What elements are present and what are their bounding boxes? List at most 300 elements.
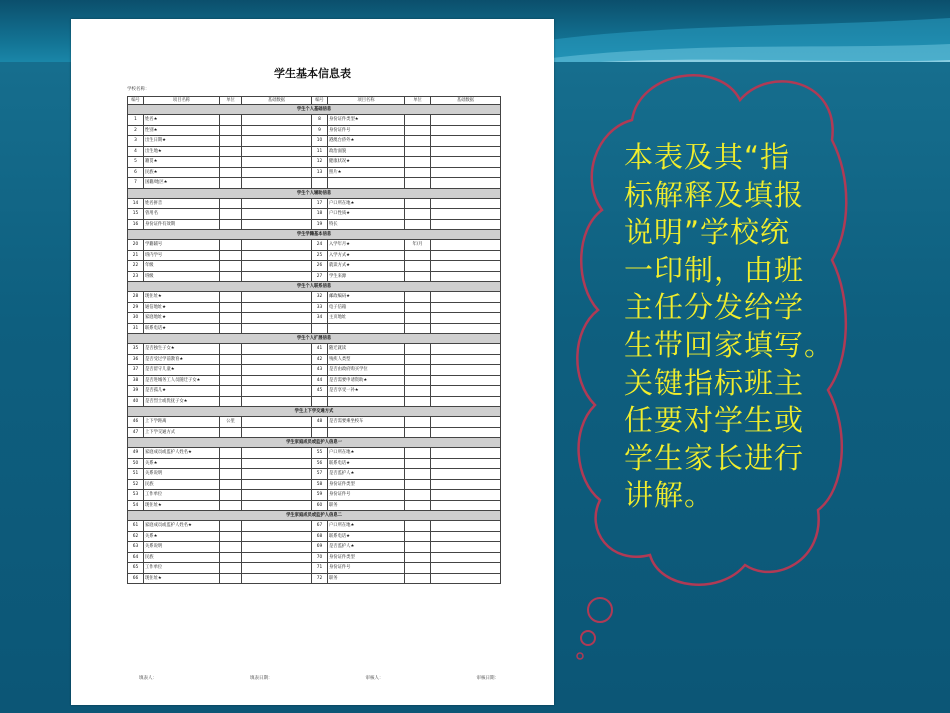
- table-row: [128, 209, 501, 220]
- item-name: 职务: [328, 573, 405, 584]
- table-header-cell: 项目名称: [328, 97, 405, 105]
- item-number: 9: [312, 125, 328, 136]
- item-name: 户口性质★: [328, 209, 405, 220]
- item-unit: [405, 146, 431, 157]
- item-value[interactable]: [242, 250, 312, 261]
- form-title: 学生基本信息表: [274, 67, 351, 80]
- item-number: [312, 178, 328, 189]
- item-name: 家庭成员或监护人姓名★: [144, 521, 220, 532]
- item-number: 57: [312, 469, 328, 480]
- item-number: 1: [128, 115, 144, 126]
- item-unit: [405, 386, 431, 397]
- item-name: 邮政编码★: [328, 292, 405, 303]
- table-header-cell: 基础数据: [431, 97, 501, 105]
- item-unit: [405, 375, 431, 386]
- table-row: [128, 427, 501, 438]
- item-name: 关系★: [144, 458, 220, 469]
- item-number: 16: [128, 219, 144, 230]
- item-value[interactable]: [431, 458, 501, 469]
- item-number: 53: [128, 490, 144, 501]
- table-row: [128, 386, 501, 397]
- item-number: 21: [128, 250, 144, 261]
- cloud-callout-text: 本表及其“指 标解释及填报 说明”学校统 一印制，由班 主任分发给学 生带回家填写。 关键指标班主 任要对学生或 学生家长进行 讲解。: [624, 140, 835, 513]
- item-unit: [220, 323, 242, 334]
- item-value[interactable]: [242, 209, 312, 220]
- item-unit: [220, 219, 242, 230]
- section-title: 学生上下学交通方式: [128, 407, 501, 417]
- item-value[interactable]: [431, 250, 501, 261]
- item-name: 国籍/地区★: [144, 178, 220, 189]
- item-number: 5: [128, 157, 144, 168]
- item-value[interactable]: [242, 323, 312, 334]
- item-number: 27: [312, 271, 328, 282]
- item-value[interactable]: [431, 521, 501, 532]
- item-value[interactable]: [431, 136, 501, 147]
- item-name: 学籍辅号: [144, 240, 220, 251]
- item-name: 身份证件有效期: [144, 219, 220, 230]
- table-row: [128, 396, 501, 407]
- item-value[interactable]: [242, 167, 312, 178]
- item-number: 24: [312, 240, 328, 251]
- table-section-header: [128, 334, 501, 344]
- table-row: [128, 521, 501, 532]
- school-name-label: 学校名称：: [127, 87, 150, 92]
- item-number: 68: [312, 531, 328, 542]
- item-unit: [405, 323, 431, 334]
- item-name: 学生来源: [328, 271, 405, 282]
- table-row: [128, 292, 501, 303]
- item-unit: [405, 365, 431, 376]
- item-name: 关系说明: [144, 542, 220, 553]
- table-row: [128, 198, 501, 209]
- table-row: [128, 167, 501, 178]
- item-name: 是否享受一补★: [328, 386, 405, 397]
- item-number: 66: [128, 573, 144, 584]
- item-name: 现住址★: [144, 292, 220, 303]
- item-unit: [220, 250, 242, 261]
- table-row: [128, 146, 501, 157]
- item-unit: [405, 479, 431, 490]
- item-number: 52: [128, 479, 144, 490]
- table-row: [128, 261, 501, 272]
- table-row: [128, 375, 501, 386]
- item-value[interactable]: [242, 354, 312, 365]
- item-number: 72: [312, 573, 328, 584]
- item-name: 工作单位: [144, 490, 220, 501]
- form-document: [71, 19, 554, 705]
- table-row: [128, 500, 501, 511]
- item-unit: [220, 521, 242, 532]
- table-row: [128, 115, 501, 126]
- item-unit: [220, 209, 242, 220]
- item-value[interactable]: [242, 292, 312, 303]
- item-number: 31: [128, 323, 144, 334]
- item-number: [312, 323, 328, 334]
- item-name: 姓名★: [144, 115, 220, 126]
- item-value[interactable]: [431, 167, 501, 178]
- item-unit: [220, 542, 242, 553]
- item-name: 政治面貌: [328, 146, 405, 157]
- item-value[interactable]: [242, 271, 312, 282]
- item-value[interactable]: [431, 563, 501, 574]
- item-value[interactable]: [431, 209, 501, 220]
- table-row: [128, 354, 501, 365]
- table-row: [128, 323, 501, 334]
- item-number: 3: [128, 136, 144, 147]
- item-value[interactable]: [242, 500, 312, 511]
- item-name: 性别★: [144, 125, 220, 136]
- item-value[interactable]: [431, 240, 501, 251]
- item-number: 71: [312, 563, 328, 574]
- item-unit: [405, 250, 431, 261]
- item-name: 随迁就读: [328, 344, 405, 355]
- item-unit: [220, 386, 242, 397]
- table-row: [128, 178, 501, 189]
- item-value[interactable]: [431, 219, 501, 230]
- item-unit: [220, 500, 242, 511]
- item-name: 是否由政府购买学位: [328, 365, 405, 376]
- item-value[interactable]: [242, 261, 312, 272]
- item-value[interactable]: [242, 479, 312, 490]
- item-value[interactable]: [431, 396, 501, 407]
- item-number: 13: [312, 167, 328, 178]
- student-info-table: [127, 96, 501, 584]
- item-value[interactable]: [242, 469, 312, 480]
- item-name: 就读方式★: [328, 261, 405, 272]
- item-unit: [220, 271, 242, 282]
- item-unit: [220, 292, 242, 303]
- item-value[interactable]: [431, 344, 501, 355]
- item-name: 是否需要乘坐校车: [328, 417, 405, 428]
- table-header-cell: 编号: [128, 97, 144, 105]
- item-number: 14: [128, 198, 144, 209]
- section-title: 学生个人辅助信息: [128, 188, 501, 198]
- table-section-header: [128, 105, 501, 115]
- item-number: 26: [312, 261, 328, 272]
- item-name: 姓名拼音: [144, 198, 220, 209]
- item-value[interactable]: [431, 542, 501, 553]
- item-unit: [220, 448, 242, 459]
- table-row: [128, 313, 501, 324]
- item-number: 46: [128, 417, 144, 428]
- item-number: 54: [128, 500, 144, 511]
- item-unit: [220, 552, 242, 563]
- item-name: 户口所在地★: [328, 521, 405, 532]
- item-unit: [405, 448, 431, 459]
- item-number: 49: [128, 448, 144, 459]
- item-unit: [405, 136, 431, 147]
- item-value[interactable]: [431, 115, 501, 126]
- item-number: 12: [312, 157, 328, 168]
- table-row: [128, 302, 501, 313]
- table-row: [128, 250, 501, 261]
- item-value[interactable]: [431, 302, 501, 313]
- item-number: 19: [312, 219, 328, 230]
- item-value[interactable]: [242, 198, 312, 209]
- item-name: 工作单位: [144, 563, 220, 574]
- item-value[interactable]: [242, 365, 312, 376]
- item-value[interactable]: [242, 417, 312, 428]
- item-value[interactable]: [431, 146, 501, 157]
- item-name: 身份证件类型: [328, 479, 405, 490]
- item-number: 2: [128, 125, 144, 136]
- item-unit: [405, 125, 431, 136]
- item-value[interactable]: [242, 302, 312, 313]
- item-unit: [405, 469, 431, 480]
- item-value[interactable]: [431, 448, 501, 459]
- item-unit: [220, 479, 242, 490]
- item-unit: [220, 427, 242, 438]
- item-value[interactable]: [242, 542, 312, 553]
- item-value[interactable]: [242, 490, 312, 501]
- item-unit: [220, 146, 242, 157]
- item-value[interactable]: [431, 479, 501, 490]
- item-name: 家庭地址★: [144, 313, 220, 324]
- item-unit: [220, 344, 242, 355]
- item-unit: [405, 261, 431, 272]
- item-name: 关系说明: [144, 469, 220, 480]
- section-title: 学生家庭成员或监护人信息一: [128, 438, 501, 448]
- item-unit: [220, 115, 242, 126]
- item-value[interactable]: [242, 396, 312, 407]
- item-number: 51: [128, 469, 144, 480]
- item-name: 身份证件号: [328, 563, 405, 574]
- item-unit: 年/月: [405, 240, 431, 251]
- item-unit: [405, 178, 431, 189]
- item-number: 70: [312, 552, 328, 563]
- item-unit: [405, 157, 431, 168]
- table-row: [128, 490, 501, 501]
- item-unit: [220, 157, 242, 168]
- item-value[interactable]: [431, 573, 501, 584]
- item-name: 出生日期★: [144, 136, 220, 147]
- item-number: 42: [312, 354, 328, 365]
- item-number: 35: [128, 344, 144, 355]
- item-number: [312, 396, 328, 407]
- item-value[interactable]: [431, 354, 501, 365]
- item-number: 6: [128, 167, 144, 178]
- footer-field-label: 审核日期：: [476, 676, 499, 681]
- item-number: 8: [312, 115, 328, 126]
- item-unit: [220, 563, 242, 574]
- table-row: [128, 563, 501, 574]
- item-unit: [220, 531, 242, 542]
- item-value[interactable]: [431, 313, 501, 324]
- item-value[interactable]: [242, 552, 312, 563]
- item-name: 是否监护人★: [328, 469, 405, 480]
- item-unit: [220, 178, 242, 189]
- item-name: 现住址★: [144, 573, 220, 584]
- table-section-header: [128, 407, 501, 417]
- item-name: 通信地址★: [144, 302, 220, 313]
- item-unit: [405, 198, 431, 209]
- item-name: 户口所在地★: [328, 448, 405, 459]
- table-row: [128, 125, 501, 136]
- item-value[interactable]: [431, 500, 501, 511]
- table-header-row: [128, 97, 501, 105]
- item-value[interactable]: [242, 240, 312, 251]
- item-unit: [220, 198, 242, 209]
- item-value[interactable]: [431, 417, 501, 428]
- item-name: [328, 323, 405, 334]
- item-unit: [405, 115, 431, 126]
- item-unit: [405, 344, 431, 355]
- item-number: 47: [128, 427, 144, 438]
- section-title: 学生个人联系信息: [128, 282, 501, 292]
- item-unit: [220, 375, 242, 386]
- table-section-header: [128, 282, 501, 292]
- item-name: 上下学距离: [144, 417, 220, 428]
- section-title: 学生学籍基本信息: [128, 230, 501, 240]
- item-value[interactable]: [431, 271, 501, 282]
- item-name: 曾用名: [144, 209, 220, 220]
- item-name: 家庭成员或监护人姓名★: [144, 448, 220, 459]
- item-value[interactable]: [431, 490, 501, 501]
- item-value[interactable]: [431, 375, 501, 386]
- item-number: 25: [312, 250, 328, 261]
- item-name: 联系电话★: [144, 323, 220, 334]
- item-value[interactable]: [242, 178, 312, 189]
- item-unit: [405, 563, 431, 574]
- table-row: [128, 271, 501, 282]
- table-row: [128, 365, 501, 376]
- item-value[interactable]: [242, 313, 312, 324]
- item-name: 入学方式★: [328, 250, 405, 261]
- item-number: 10: [312, 136, 328, 147]
- item-value[interactable]: [431, 386, 501, 397]
- item-number: 4: [128, 146, 144, 157]
- item-value[interactable]: [242, 146, 312, 157]
- table-row: [128, 542, 501, 553]
- table-row: [128, 344, 501, 355]
- item-name: 特长: [328, 219, 405, 230]
- table-section-header: [128, 188, 501, 198]
- item-name: 户口所在地★: [328, 198, 405, 209]
- item-number: 30: [128, 313, 144, 324]
- item-value[interactable]: [431, 261, 501, 272]
- item-value[interactable]: [431, 365, 501, 376]
- item-value[interactable]: [431, 198, 501, 209]
- item-unit: [405, 458, 431, 469]
- item-value[interactable]: [431, 292, 501, 303]
- item-value[interactable]: [431, 157, 501, 168]
- item-unit: [405, 521, 431, 532]
- item-value[interactable]: [431, 469, 501, 480]
- item-unit: [220, 261, 242, 272]
- item-name: 出生地★: [144, 146, 220, 157]
- item-value[interactable]: [242, 563, 312, 574]
- item-value[interactable]: [242, 573, 312, 584]
- item-number: 48: [312, 417, 328, 428]
- item-unit: [220, 490, 242, 501]
- item-name: 联系电话★: [328, 458, 405, 469]
- item-value[interactable]: [242, 219, 312, 230]
- item-unit: [405, 542, 431, 553]
- table-row: [128, 219, 501, 230]
- item-number: 40: [128, 396, 144, 407]
- item-name: 身份证件号: [328, 490, 405, 501]
- item-name: 联系电话★: [328, 531, 405, 542]
- item-value[interactable]: [242, 448, 312, 459]
- table-row: [128, 552, 501, 563]
- item-value[interactable]: [242, 136, 312, 147]
- item-value[interactable]: [431, 323, 501, 334]
- item-name: [328, 427, 405, 438]
- item-value[interactable]: [242, 386, 312, 397]
- table-header-cell: 单位: [405, 97, 431, 105]
- item-unit: [405, 552, 431, 563]
- item-name: 年级: [144, 261, 220, 272]
- item-number: 43: [312, 365, 328, 376]
- item-value[interactable]: [431, 531, 501, 542]
- item-value[interactable]: [242, 427, 312, 438]
- item-number: 37: [128, 365, 144, 376]
- item-number: 45: [312, 386, 328, 397]
- section-title: 学生家庭成员或监护人信息二: [128, 511, 501, 521]
- item-name: 民族: [144, 552, 220, 563]
- item-unit: [405, 219, 431, 230]
- item-value[interactable]: [242, 115, 312, 126]
- item-value[interactable]: [242, 458, 312, 469]
- item-name: 身份证件号: [328, 125, 405, 136]
- item-name: 关系★: [144, 531, 220, 542]
- item-value[interactable]: [242, 375, 312, 386]
- item-name: 是否进城务工人员随迁子女★: [144, 375, 220, 386]
- item-unit: 公里: [220, 417, 242, 428]
- item-name: 班内学号: [144, 250, 220, 261]
- item-value[interactable]: [242, 521, 312, 532]
- item-name: 民族: [144, 479, 220, 490]
- item-value[interactable]: [242, 157, 312, 168]
- item-name: 现住址★: [144, 500, 220, 511]
- item-name: 入学年月★: [328, 240, 405, 251]
- item-number: 17: [312, 198, 328, 209]
- item-value[interactable]: [242, 125, 312, 136]
- item-unit: [220, 240, 242, 251]
- item-value[interactable]: [431, 427, 501, 438]
- table-header-cell: 项目名称: [144, 97, 220, 105]
- item-unit: [405, 396, 431, 407]
- form-footer: [139, 675, 499, 681]
- item-unit: [405, 354, 431, 365]
- item-value[interactable]: [242, 344, 312, 355]
- item-value[interactable]: [242, 531, 312, 542]
- item-unit: [405, 209, 431, 220]
- item-name: 健康状况★: [328, 157, 405, 168]
- item-number: 18: [312, 209, 328, 220]
- table-row: [128, 240, 501, 251]
- item-value[interactable]: [431, 552, 501, 563]
- item-name: 是否受过学前教育★: [144, 354, 220, 365]
- table-row: [128, 479, 501, 490]
- item-value[interactable]: [431, 178, 501, 189]
- item-name: 主页地址: [328, 313, 405, 324]
- item-number: 58: [312, 479, 328, 490]
- table-section-header: [128, 438, 501, 448]
- item-unit: [220, 125, 242, 136]
- table-row: [128, 573, 501, 584]
- item-unit: [220, 469, 242, 480]
- item-unit: [405, 167, 431, 178]
- item-number: 28: [128, 292, 144, 303]
- item-value[interactable]: [431, 125, 501, 136]
- item-number: 32: [312, 292, 328, 303]
- item-number: 33: [312, 302, 328, 313]
- item-number: 41: [312, 344, 328, 355]
- item-name: 是否留守儿童★: [144, 365, 220, 376]
- item-number: 63: [128, 542, 144, 553]
- item-number: 44: [312, 375, 328, 386]
